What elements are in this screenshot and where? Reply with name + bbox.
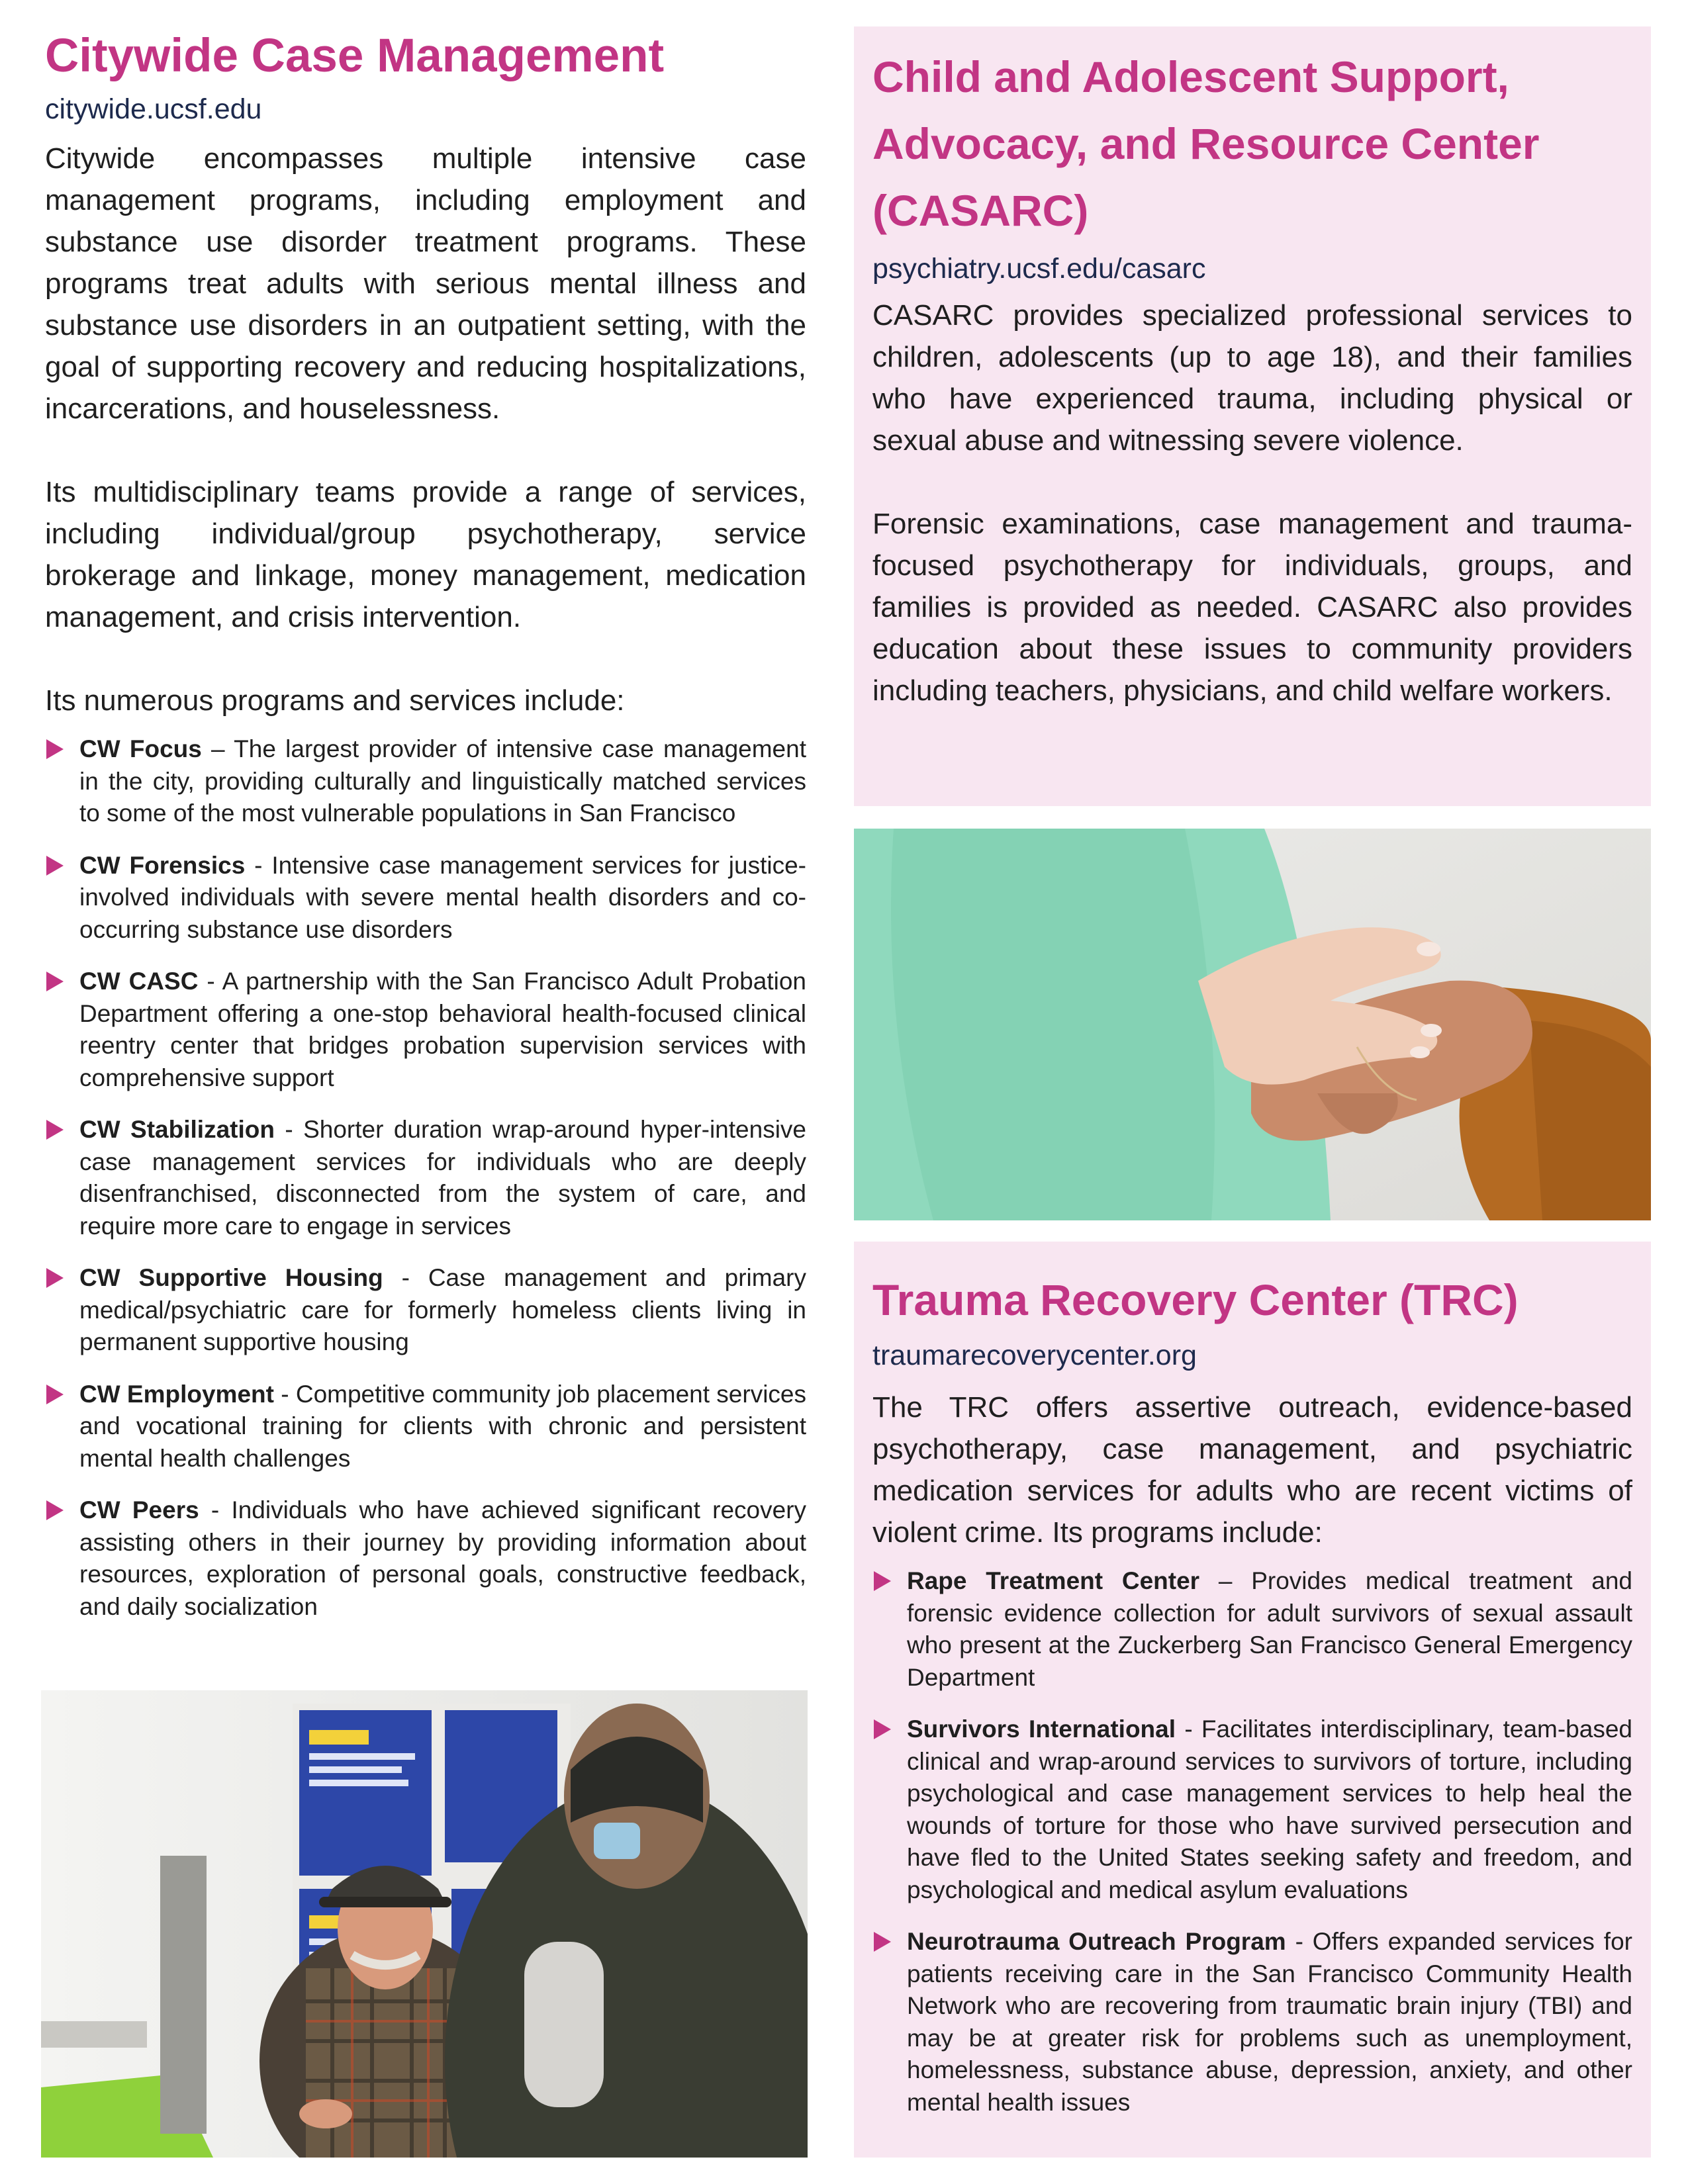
program-name: Rape Treatment Center bbox=[907, 1567, 1200, 1594]
casarc-panel bbox=[854, 26, 1651, 806]
triangle-bullet-icon bbox=[874, 1932, 891, 1952]
program-description: - Shorter duration wrap-around hyper-intensive case management services for individuals who are deeply disenfranchised, disconnected from the system of care, and require more care to engage in services bbox=[79, 1116, 806, 1240]
program-description: - Individuals who have achieved significant recovery assisting others in their journey by providing information about resources, exploration of personal goals, constructive feedback, and daily socialization bbox=[79, 1496, 807, 1620]
program-name: CW CASC bbox=[79, 968, 199, 995]
triangle-bullet-icon bbox=[874, 1719, 891, 1739]
program-name: CW Stabilization bbox=[79, 1116, 275, 1143]
citywide-program-list bbox=[45, 733, 806, 1623]
triangle-bullet-icon bbox=[46, 1385, 64, 1404]
triangle-bullet-icon bbox=[46, 1500, 64, 1520]
list-item bbox=[45, 966, 806, 1094]
list-item bbox=[45, 850, 806, 946]
program-description: - Offers expanded services for patients receiving care in the San Francisco Community Health Network who are recovering from traumatic brain injury (TBI) and may be at greater risk for problems such as unemployment, homelessness, substance abuse, depression, anxiety, and other mental health issues bbox=[907, 1928, 1632, 2116]
program-description: – Provides medical treatment and forensic evidence collection for adult survivors of sexual assault who present at the Zuckerberg San Francisco General Emergency Department bbox=[907, 1567, 1632, 1691]
program-description: – The largest provider of intensive case management in the city, providing culturally and linguistically matched services to some of the most vulnerable populations in San Francisco bbox=[79, 735, 806, 827]
list-item bbox=[872, 1926, 1632, 2118]
trc-panel bbox=[854, 1242, 1651, 2158]
program-name: CW Peers bbox=[79, 1496, 199, 1524]
citywide-url[interactable]: citywide.ucsf.edu bbox=[45, 93, 262, 125]
list-item bbox=[45, 733, 806, 830]
program-name: CW Focus bbox=[79, 735, 202, 762]
list-item bbox=[45, 1262, 806, 1359]
citywide-paragraph-2: Its multidisciplinary teams provide a range of services, including individual/group psychotherapy, service brokerage and linkage, money management, medication management, and crisis intervention. bbox=[45, 476, 806, 633]
clinic-conversation-photo bbox=[41, 1690, 808, 2158]
triangle-bullet-icon bbox=[874, 1571, 891, 1591]
citywide-programs-intro: Its numerous programs and services include: bbox=[45, 684, 625, 717]
triangle-bullet-icon bbox=[46, 972, 64, 991]
program-description: - A partnership with the San Francisco Adult Probation Department offering a one-stop behavioral health-focused clinical reentry center that bridges probation supervision services with comprehensive support bbox=[79, 968, 806, 1091]
triangle-bullet-icon bbox=[46, 1268, 64, 1288]
program-name: Survivors International bbox=[907, 1715, 1176, 1743]
casarc-title: Child and Adolescent Support, Advocacy, and Resource Center (CASARC) bbox=[872, 52, 1540, 235]
trc-paragraph-1: The TRC offers assertive outreach, evidence-based psychotherapy, case management, and psychiatric medication services for adults who are recent victims of violent crime. Its programs include: bbox=[872, 1391, 1632, 1549]
holding-hands-photo bbox=[854, 829, 1651, 1220]
list-item bbox=[45, 1494, 806, 1623]
program-description: - Facilitates interdisciplinary, team-based clinical and wrap-around services to survivors of torture, including psychological and case management services to help heal the wounds of torture for those who have survived persecution and have fled to the United States seeking safety and freedom, and psychological and medical asylum evaluations bbox=[907, 1715, 1632, 1903]
list-item bbox=[872, 1713, 1632, 1906]
program-description: - Intensive case management services for justice-involved individuals with severe mental health disorders and co-occurring substance use disorders bbox=[79, 851, 806, 943]
program-name: CW Employment bbox=[79, 1380, 274, 1408]
citywide-paragraph-1: Citywide encompasses multiple intensive case management programs, including employment and substance use disorder treatment programs. These programs treat adults with serious mental illness and substance use disorders in an outpatient setting, with the goal of supporting recovery and reducing hospitalizations, incarcerations, and houselessness. bbox=[45, 142, 806, 425]
list-item bbox=[872, 1565, 1632, 1694]
trc-url[interactable]: traumarecoverycenter.org bbox=[872, 1340, 1197, 1371]
casarc-paragraph-1: CASARC provides specialized professional services to children, adolescents (up to age 18), and their families who have experienced trauma, including physical or sexual abuse and witnessing severe violence. bbox=[872, 299, 1632, 457]
citywide-title: Citywide Case Management bbox=[45, 30, 665, 82]
trc-title: Trauma Recovery Center (TRC) bbox=[872, 1275, 1519, 1324]
list-item bbox=[45, 1114, 806, 1242]
program-name: Neurotrauma Outreach Program bbox=[907, 1928, 1286, 1955]
program-name: CW Forensics bbox=[79, 851, 246, 879]
casarc-paragraph-2: Forensic examinations, case management and trauma-focused psychotherapy for individuals, groups, and families is provided as needed. CASARC also provides education about these issues to community providers including teachers, physicians, and child welfare workers. bbox=[872, 508, 1632, 707]
trc-program-list bbox=[872, 1565, 1632, 2118]
program-description: - Competitive community job placement services and vocational training for clients with chronic and persistent mental health challenges bbox=[79, 1380, 806, 1472]
program-name: CW Supportive Housing bbox=[79, 1264, 383, 1291]
casarc-url[interactable]: psychiatry.ucsf.edu/casarc bbox=[872, 253, 1206, 285]
citywide-section bbox=[45, 26, 806, 1643]
triangle-bullet-icon bbox=[46, 739, 64, 759]
list-item bbox=[45, 1379, 806, 1475]
program-description: - Case management and primary medical/psychiatric care for formerly homeless clients living in permanent supportive housing bbox=[79, 1264, 806, 1355]
triangle-bullet-icon bbox=[46, 1120, 64, 1140]
triangle-bullet-icon bbox=[46, 856, 64, 876]
